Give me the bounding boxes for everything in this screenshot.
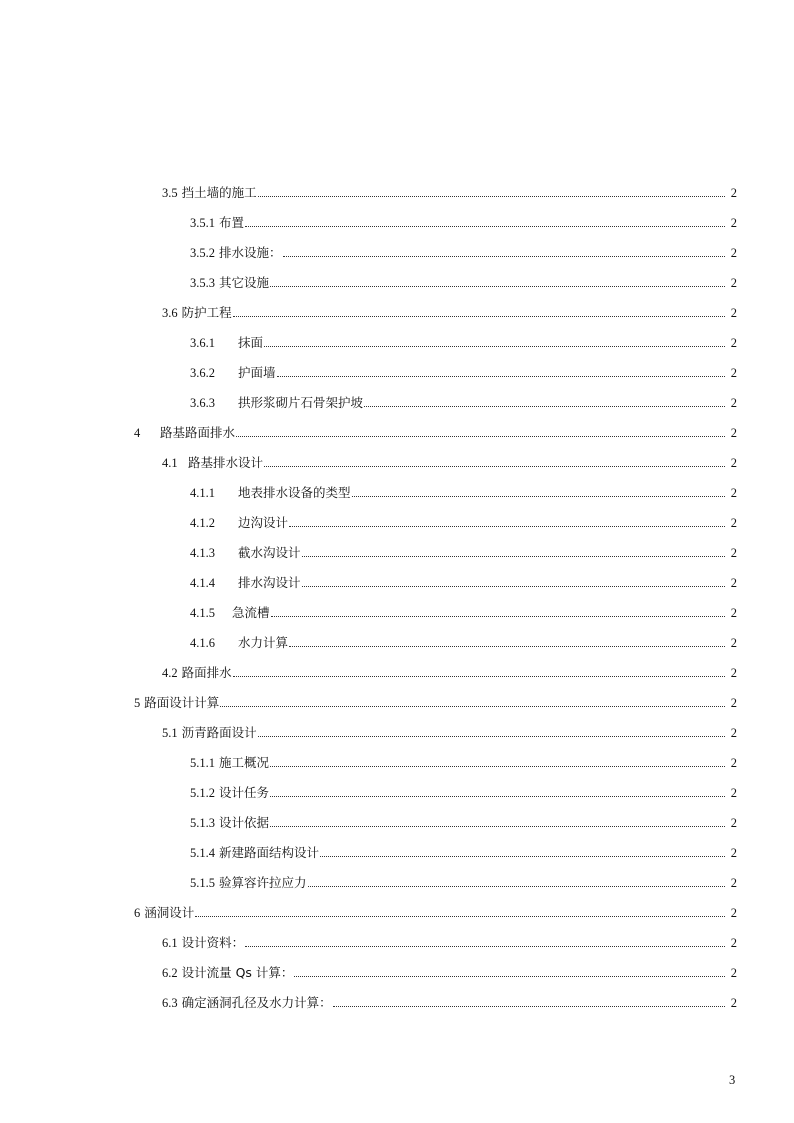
toc-entry-number: 3.6.3 xyxy=(190,396,215,410)
toc-entry-number: 5.1.4 xyxy=(190,846,215,860)
toc-entry-title: 确定涵洞孔径及水力计算： xyxy=(181,995,332,1010)
toc-entry-page: 2 xyxy=(730,426,737,440)
toc-entry-page: 2 xyxy=(730,486,737,500)
toc-entry-number: 4.1.6 xyxy=(190,636,215,650)
toc-entry-text xyxy=(190,365,276,381)
toc-entry-page: 2 xyxy=(730,456,737,470)
toc-entry-number: 4.1 xyxy=(162,456,178,470)
toc-entry-title: 防护工程 xyxy=(181,305,232,320)
toc-entry-number: 5.1.2 xyxy=(190,786,215,800)
toc-entry-text xyxy=(190,815,269,831)
toc-entry-number: 5.1.1 xyxy=(190,756,215,770)
toc-entry-title: 布置 xyxy=(218,215,244,230)
toc-entry-page: 2 xyxy=(730,366,737,380)
toc-entry-title: 水力计算 xyxy=(238,635,289,650)
toc-entry[interactable] xyxy=(0,745,794,775)
toc-entry-number: 4.2 xyxy=(162,666,178,680)
toc-entry-page: 2 xyxy=(730,786,737,800)
toc-entry-title: 拱形浆砌片石骨架护坡 xyxy=(238,395,364,410)
toc-entry[interactable] xyxy=(0,445,794,475)
toc-entry-text xyxy=(162,965,293,981)
toc-entry-number: 4.1.1 xyxy=(190,486,215,500)
toc-entry-page: 2 xyxy=(730,186,737,200)
toc-dot-leader xyxy=(271,615,725,617)
toc-entry-text xyxy=(190,575,301,591)
toc-dot-leader xyxy=(233,675,725,677)
toc-entry[interactable] xyxy=(0,595,794,625)
table-of-contents xyxy=(0,175,794,1015)
toc-entry-title: 涵洞设计 xyxy=(144,905,195,920)
toc-entry-text xyxy=(190,605,270,621)
toc-entry-text xyxy=(190,215,244,231)
toc-entry-text xyxy=(162,185,257,201)
toc-entry-number: 6 xyxy=(134,906,141,920)
toc-dot-leader xyxy=(302,555,725,557)
toc-entry-page: 2 xyxy=(730,396,737,410)
toc-entry-number: 3.6.1 xyxy=(190,336,215,350)
toc-dot-leader xyxy=(289,645,725,647)
toc-entry-title: 沥青路面设计 xyxy=(181,725,257,740)
toc-entry-number: 5.1.3 xyxy=(190,816,215,830)
toc-dot-leader xyxy=(308,885,726,887)
toc-entry-page: 2 xyxy=(730,966,737,980)
toc-entry-text xyxy=(190,635,288,651)
toc-entry-page: 2 xyxy=(730,846,737,860)
toc-entry-text xyxy=(190,245,282,261)
toc-entry[interactable] xyxy=(0,505,794,535)
toc-entry-title: 设计依据 xyxy=(218,815,269,830)
toc-dot-leader xyxy=(270,765,725,767)
toc-dot-leader xyxy=(270,795,725,797)
toc-entry-text xyxy=(162,455,263,471)
toc-entry-page: 2 xyxy=(730,276,737,290)
toc-entry-text xyxy=(162,665,232,681)
toc-entry-number: 3.5 xyxy=(162,186,178,200)
toc-dot-leader xyxy=(245,225,725,227)
toc-entry-number: 3.5.3 xyxy=(190,276,215,290)
toc-entry-number: 6.2 xyxy=(162,966,178,980)
toc-entry[interactable] xyxy=(0,925,794,955)
toc-entry[interactable] xyxy=(0,415,794,445)
toc-entry[interactable] xyxy=(0,475,794,505)
toc-entry[interactable] xyxy=(0,955,794,985)
toc-dot-leader xyxy=(277,375,725,377)
toc-entry-title: 其它设施 xyxy=(218,275,269,290)
toc-entry-text xyxy=(190,785,269,801)
toc-dot-leader xyxy=(258,195,725,197)
toc-entry[interactable] xyxy=(0,805,794,835)
toc-entry-title: 施工概况 xyxy=(218,755,269,770)
toc-entry-number: 6.1 xyxy=(162,936,178,950)
toc-entry[interactable] xyxy=(0,835,794,865)
toc-dot-leader xyxy=(270,825,725,827)
toc-entry[interactable] xyxy=(0,985,794,1015)
toc-entry-page: 2 xyxy=(730,726,737,740)
toc-entry-title: 路面设计计算 xyxy=(144,695,220,710)
toc-entry-text xyxy=(190,485,351,501)
toc-dot-leader xyxy=(352,495,725,497)
toc-entry-title: 路面排水 xyxy=(181,665,232,680)
toc-dot-leader xyxy=(264,465,725,467)
toc-entry-page: 2 xyxy=(730,906,737,920)
toc-entry[interactable] xyxy=(0,535,794,565)
toc-entry-text xyxy=(190,845,319,861)
toc-entry-text xyxy=(162,935,244,951)
toc-entry-text xyxy=(134,695,219,711)
toc-entry-page: 2 xyxy=(730,306,737,320)
toc-entry[interactable] xyxy=(0,685,794,715)
toc-entry-page: 2 xyxy=(730,936,737,950)
toc-entry-title: 验算容许拉应力 xyxy=(218,875,307,890)
toc-entry-title: 急流槽 xyxy=(232,605,270,620)
toc-entry-title: 抹面 xyxy=(238,335,264,350)
toc-dot-leader xyxy=(258,735,725,737)
toc-entry-title: 设计资料： xyxy=(181,935,245,950)
toc-entry-text xyxy=(190,515,288,531)
toc-dot-leader xyxy=(302,585,725,587)
toc-dot-leader xyxy=(195,915,725,917)
toc-entry[interactable] xyxy=(0,715,794,745)
toc-entry-title: 截水沟设计 xyxy=(238,545,301,560)
toc-entry[interactable] xyxy=(0,895,794,925)
page-number: 3 xyxy=(729,1073,736,1087)
toc-dot-leader xyxy=(283,255,726,257)
toc-entry-page: 2 xyxy=(730,636,737,650)
toc-entry-text xyxy=(162,305,232,321)
toc-entry-page: 2 xyxy=(730,996,737,1010)
toc-dot-leader xyxy=(220,705,725,707)
toc-entry[interactable] xyxy=(0,625,794,655)
toc-entry-title: 护面墙 xyxy=(238,365,276,380)
toc-entry-page: 2 xyxy=(730,606,737,620)
toc-entry-title: 路基排水设计 xyxy=(188,455,264,470)
toc-entry-page: 2 xyxy=(730,666,737,680)
toc-dot-leader xyxy=(333,1005,725,1007)
toc-entry[interactable] xyxy=(0,775,794,805)
toc-entry-number: 5 xyxy=(134,696,141,710)
toc-entry[interactable] xyxy=(0,565,794,595)
toc-entry-number: 3.6.2 xyxy=(190,366,215,380)
toc-entry[interactable] xyxy=(0,205,794,235)
toc-entry-text xyxy=(134,425,235,441)
toc-dot-leader xyxy=(364,405,725,407)
toc-entry-number: 3.5.2 xyxy=(190,246,215,260)
toc-entry-text xyxy=(190,275,269,291)
toc-dot-leader xyxy=(236,435,725,437)
toc-entry-text xyxy=(190,395,363,411)
toc-entry-number: 4.1.5 xyxy=(190,606,215,620)
toc-entry-text xyxy=(162,725,257,741)
toc-entry-page: 2 xyxy=(730,546,737,560)
toc-entry-page: 2 xyxy=(730,756,737,770)
toc-entry-number: 4 xyxy=(134,426,141,440)
toc-entry-title: 新建路面结构设计 xyxy=(218,845,319,860)
toc-dot-leader xyxy=(245,945,725,947)
toc-entry-text xyxy=(190,545,301,561)
toc-entry-page: 2 xyxy=(730,516,737,530)
toc-entry-page: 2 xyxy=(730,336,737,350)
toc-dot-leader xyxy=(264,345,725,347)
toc-entry[interactable] xyxy=(0,355,794,385)
toc-entry-text xyxy=(190,335,263,351)
toc-entry-number: 5.1.5 xyxy=(190,876,215,890)
toc-entry[interactable] xyxy=(0,265,794,295)
toc-entry-text xyxy=(162,995,332,1011)
toc-dot-leader xyxy=(289,525,725,527)
toc-entry[interactable] xyxy=(0,385,794,415)
toc-entry-title: 路基路面排水 xyxy=(160,425,236,440)
toc-entry-number: 4.1.2 xyxy=(190,516,215,530)
toc-dot-leader xyxy=(233,315,725,317)
toc-entry[interactable] xyxy=(0,655,794,685)
toc-entry-number: 3.6 xyxy=(162,306,178,320)
toc-entry-title: 挡土墙的施工 xyxy=(181,185,257,200)
toc-entry-number: 3.5.1 xyxy=(190,216,215,230)
toc-entry-number: 4.1.4 xyxy=(190,576,215,590)
toc-entry-title: 设计任务 xyxy=(218,785,269,800)
toc-entry-page: 2 xyxy=(730,216,737,230)
toc-dot-leader xyxy=(270,285,725,287)
toc-entry-page: 2 xyxy=(730,696,737,710)
toc-entry-text xyxy=(190,875,307,891)
toc-entry-title: 设计流量 Qs 计算： xyxy=(181,965,294,980)
toc-entry-number: 5.1 xyxy=(162,726,178,740)
toc-entry[interactable] xyxy=(0,325,794,355)
toc-entry[interactable] xyxy=(0,235,794,265)
toc-entry-text xyxy=(134,905,194,921)
toc-entry-page: 2 xyxy=(730,816,737,830)
toc-entry-title: 地表排水设备的类型 xyxy=(238,485,351,500)
toc-entry[interactable] xyxy=(0,295,794,325)
toc-entry-number: 4.1.3 xyxy=(190,546,215,560)
toc-entry-page: 2 xyxy=(730,576,737,590)
toc-entry[interactable] xyxy=(0,175,794,205)
toc-entry-title: 排水设施： xyxy=(218,245,282,260)
toc-entry[interactable] xyxy=(0,865,794,895)
toc-entry-page: 2 xyxy=(730,876,737,890)
toc-entry-title: 边沟设计 xyxy=(238,515,289,530)
toc-dot-leader xyxy=(294,975,725,977)
toc-entry-page: 2 xyxy=(730,246,737,260)
toc-entry-title: 排水沟设计 xyxy=(238,575,301,590)
toc-entry-text xyxy=(190,755,269,771)
toc-entry-number: 6.3 xyxy=(162,996,178,1010)
toc-dot-leader xyxy=(320,855,725,857)
